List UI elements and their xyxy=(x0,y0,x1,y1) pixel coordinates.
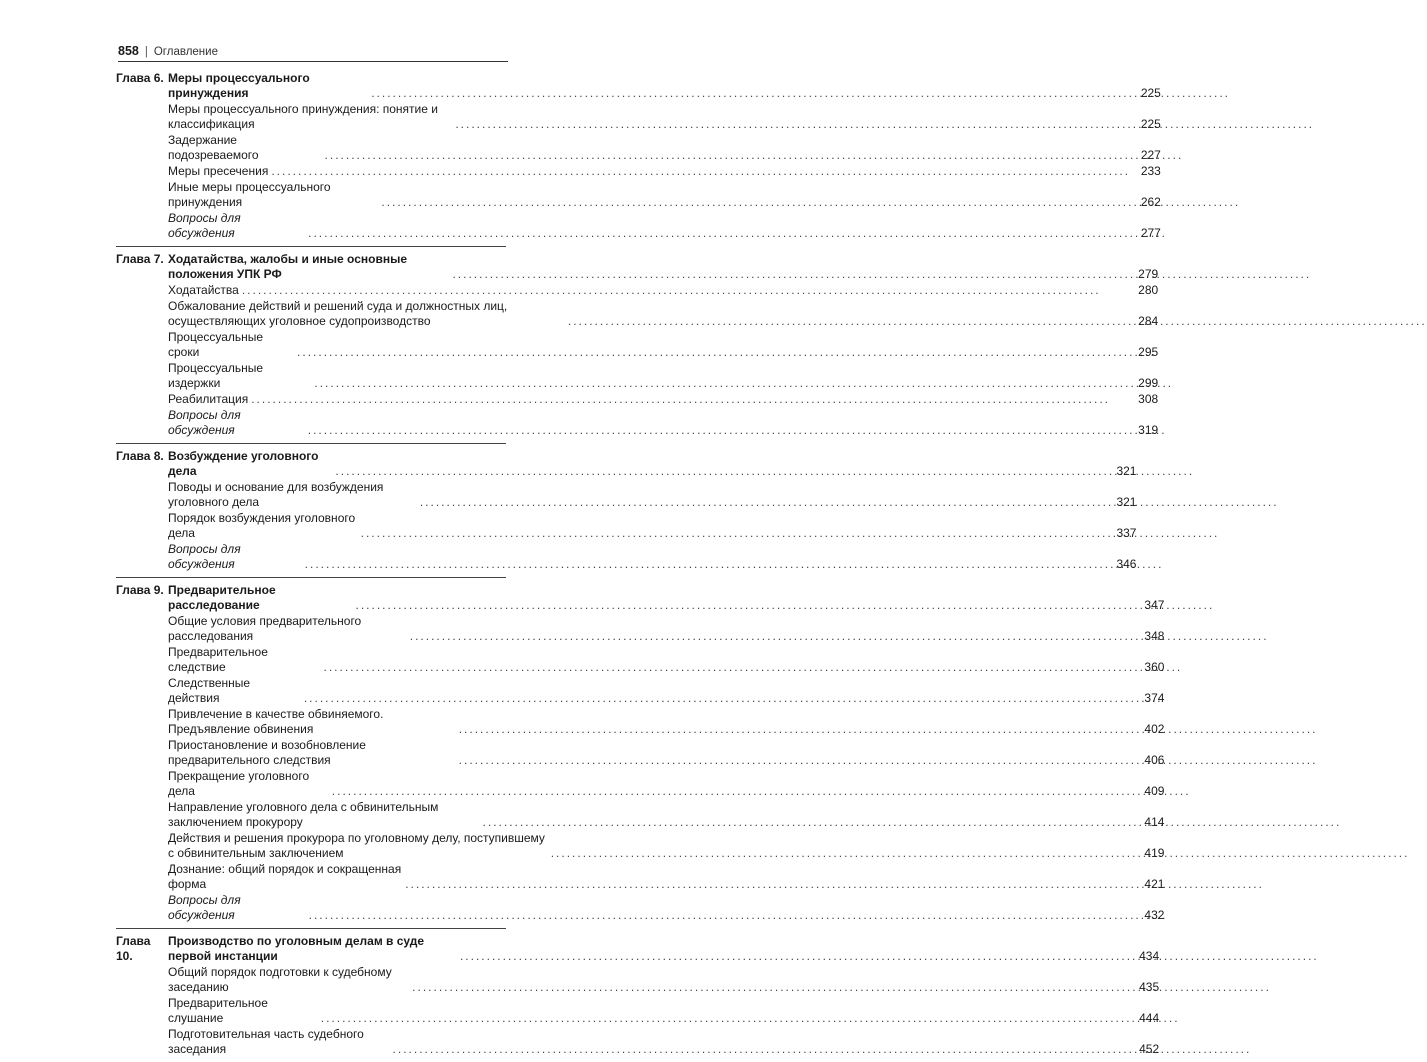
leader-dots xyxy=(308,423,1131,438)
section-entry-text: Общие условия предварительного расследования xyxy=(168,614,362,643)
section-entry[interactable] xyxy=(168,800,1164,830)
section-entry-text: Приостановление и возобновление предварительного следствия xyxy=(168,738,366,767)
chapter-title[interactable] xyxy=(168,449,1136,479)
section-entry-page: 374 xyxy=(1144,691,1165,705)
section-entry-page: 409 xyxy=(1144,784,1165,798)
discussion-questions-entry-page: 346 xyxy=(1116,557,1137,571)
section-entry-page: 321 xyxy=(1116,495,1137,509)
chapter-title-text: Производство по уголовным делам в суде первой инстанции xyxy=(168,934,425,963)
section-entry[interactable] xyxy=(168,299,1158,329)
section-entry-text: Предварительное следствие xyxy=(168,645,268,674)
leader-dots xyxy=(271,164,1134,179)
section-entry[interactable] xyxy=(168,707,1164,737)
discussion-questions-entry-page: 319 xyxy=(1138,423,1159,437)
section-entry-text: Иные меры процессуального принуждения xyxy=(168,180,331,209)
section-entry-text: Меры пресечения xyxy=(168,164,269,178)
leader-dots xyxy=(323,660,1137,675)
chapter-title-page: 321 xyxy=(1116,464,1137,478)
chapter-title-page: 225 xyxy=(1140,86,1161,100)
section-entry-page: 337 xyxy=(1116,526,1137,540)
section-entry-text: Направление уголовного дела с обвинительным заключением прокурору xyxy=(168,800,439,829)
section-entry-text: Процессуальные издержки xyxy=(168,361,264,390)
chapter-entries xyxy=(168,934,1159,1058)
section-entry-page: 348 xyxy=(1144,629,1165,643)
leader-dots xyxy=(356,598,1138,613)
section-entry[interactable] xyxy=(168,392,1158,407)
section-entry-page: 402 xyxy=(1144,722,1165,736)
chapter-title[interactable] xyxy=(168,252,1158,282)
section-entry-page: 308 xyxy=(1138,392,1159,406)
section-entry-text: Действия и решения прокурора по уголовному делу, поступившему с обвинительным заключением xyxy=(168,831,545,860)
chapter-entries xyxy=(168,71,1161,242)
section-entry[interactable] xyxy=(168,965,1159,995)
leader-dots xyxy=(309,908,1138,923)
chapter-title-page: 347 xyxy=(1144,598,1165,612)
section-entry[interactable] xyxy=(168,164,1161,179)
chapter-title-page: 279 xyxy=(1138,267,1159,281)
leader-dots xyxy=(251,392,1131,407)
discussion-questions-entry-text: Вопросы для обсуждения xyxy=(168,893,241,922)
chapter-row xyxy=(116,71,1161,242)
section-entry[interactable] xyxy=(168,676,1164,706)
section-entry-page: 227 xyxy=(1140,148,1161,162)
chapter xyxy=(116,929,1160,1062)
section-entry[interactable] xyxy=(168,480,1136,510)
leader-dots xyxy=(361,526,1110,541)
chapter xyxy=(116,66,1161,247)
section-entry[interactable] xyxy=(168,361,1158,391)
discussion-questions-entry-page: 277 xyxy=(1140,226,1161,240)
section-entry[interactable] xyxy=(168,283,1158,298)
section-entry[interactable] xyxy=(168,511,1136,541)
section-entry-page: 262 xyxy=(1140,195,1161,209)
leader-dots xyxy=(420,495,1110,510)
header-title: Оглавление xyxy=(153,46,218,58)
chapter-title[interactable] xyxy=(168,934,1159,964)
leader-dots xyxy=(314,376,1131,391)
section-entry-text: Общий порядок подготовки к судебному заседанию xyxy=(168,965,392,994)
discussion-questions-entry[interactable] xyxy=(168,542,1136,572)
discussion-questions-entry[interactable] xyxy=(168,408,1158,438)
section-entry-text: Процессуальные сроки xyxy=(168,330,264,359)
section-entry-text: Привлечение в качестве обвиняемого. Предъявление обвинения xyxy=(168,707,384,736)
section-entry[interactable] xyxy=(168,330,1158,360)
section-entry[interactable] xyxy=(168,996,1159,1026)
leader-dots xyxy=(308,226,1134,241)
leader-dots xyxy=(305,557,1110,572)
section-entry-text: Задержание подозреваемого xyxy=(168,133,259,162)
chapter xyxy=(116,578,1165,929)
chapter-label: Глава 7. xyxy=(116,252,164,266)
section-entry-page: 225 xyxy=(1140,117,1161,131)
leader-dots xyxy=(452,267,1131,282)
chapter-label: Глава 6. xyxy=(116,71,164,85)
chapter-title-page: 434 xyxy=(1139,949,1160,963)
chapter-row xyxy=(116,252,1159,439)
chapter-entries xyxy=(168,252,1158,439)
leader-dots xyxy=(297,345,1131,360)
leader-dots xyxy=(304,691,1138,706)
section-entry-text: Меры процессуального принуждения: понятие и классификация xyxy=(168,102,438,131)
section-entry-text: Поводы и основание для возбуждения уголовного дела xyxy=(168,480,384,509)
leader-dots xyxy=(412,980,1132,995)
section-entry-page: 435 xyxy=(1139,980,1160,994)
section-entry[interactable] xyxy=(168,862,1164,892)
chapter-title-text: Меры процессуального принуждения xyxy=(168,71,310,100)
table-of-contents xyxy=(116,66,1165,1062)
section-entry[interactable] xyxy=(168,102,1161,132)
section-entry[interactable] xyxy=(168,645,1164,675)
leader-dots xyxy=(242,283,1131,298)
chapter-label: Глава 10. xyxy=(116,934,151,963)
page-number: 858 xyxy=(118,44,139,58)
discussion-questions-entry-text: Вопросы для обсуждения xyxy=(168,211,241,240)
leader-dots xyxy=(381,195,1133,210)
chapter-title[interactable] xyxy=(168,71,1161,101)
section-entry-page: 444 xyxy=(1139,1011,1160,1025)
leader-dots xyxy=(321,1011,1132,1026)
chapter-row xyxy=(116,449,1137,573)
page-header xyxy=(118,40,508,62)
chapter-title-text: Ходатайства, жалобы и иные основные положения УПК РФ xyxy=(168,252,408,281)
section-entry[interactable] xyxy=(168,614,1164,644)
discussion-questions-entry-text: Вопросы для обсуждения xyxy=(168,408,241,437)
section-entry-page: 360 xyxy=(1144,660,1165,674)
section-entry-page: 295 xyxy=(1138,345,1159,359)
discussion-questions-entry[interactable] xyxy=(168,211,1161,241)
leader-dots xyxy=(405,877,1137,892)
section-entry[interactable] xyxy=(168,133,1161,163)
leader-dots xyxy=(410,629,1138,644)
leader-dots xyxy=(335,464,1109,479)
section-entry-text: Следственные действия xyxy=(168,676,251,705)
section-entry-text: Порядок возбуждения уголовного дела xyxy=(168,511,356,540)
section-entry-page: 280 xyxy=(1138,283,1159,297)
leader-dots xyxy=(483,815,1138,830)
section-entry-text: Ходатайства xyxy=(168,283,239,297)
section-entry-page: 414 xyxy=(1144,815,1165,829)
section-entry-text: Дознание: общий порядок и сокращенная форма xyxy=(168,862,402,891)
section-entry-text: Предварительное слушание xyxy=(168,996,268,1025)
section-entry[interactable] xyxy=(168,769,1164,799)
section-entry-page: 406 xyxy=(1144,753,1165,767)
section-entry[interactable] xyxy=(168,1027,1159,1057)
discussion-questions-entry-text: Вопросы для обсуждения xyxy=(168,542,241,571)
chapter-title-text: Возбуждение уголовного дела xyxy=(168,449,319,478)
section-entry-page: 284 xyxy=(1138,314,1159,328)
section-entry-text: Прекращение уголовного дела xyxy=(168,769,310,798)
leader-dots xyxy=(460,949,1132,964)
chapter xyxy=(116,247,1159,444)
section-entry-page: 421 xyxy=(1144,877,1165,891)
section-entry[interactable] xyxy=(168,738,1164,768)
leader-dots xyxy=(459,722,1138,737)
header-separator: | xyxy=(144,46,148,58)
chapter-label: Глава 9. xyxy=(116,583,164,597)
discussion-questions-entry[interactable] xyxy=(168,893,1164,923)
leader-dots xyxy=(459,753,1138,768)
section-entry[interactable] xyxy=(168,180,1161,210)
leader-dots xyxy=(551,846,1138,861)
section-entry-page: 233 xyxy=(1140,164,1161,178)
chapter-entries xyxy=(168,583,1164,924)
leader-dots xyxy=(332,784,1138,799)
chapter-row xyxy=(116,934,1160,1058)
chapter-title[interactable] xyxy=(168,583,1164,613)
section-entry[interactable] xyxy=(168,831,1164,861)
section-entry-text: Реабилитация xyxy=(168,392,249,406)
section-entry-page: 419 xyxy=(1144,846,1165,860)
leader-dots xyxy=(455,117,1134,132)
leader-dots xyxy=(568,314,1131,329)
chapter-row xyxy=(116,583,1165,924)
chapter-entries xyxy=(168,449,1136,573)
chapter-label: Глава 8. xyxy=(116,449,164,463)
section-entry-page: 452 xyxy=(1139,1042,1160,1056)
section-entry-text: Подготовительная часть судебного заседания xyxy=(168,1027,364,1056)
section-entry-page: 299 xyxy=(1138,376,1159,390)
leader-dots xyxy=(393,1042,1133,1057)
section-entry-text: Обжалование действий и решений суда и должностных лиц, осуществляющих уголовное судопроизводство xyxy=(168,299,508,328)
chapter-title-text: Предварительное расследование xyxy=(168,583,276,612)
leader-dots xyxy=(371,86,1134,101)
chapter xyxy=(116,444,1137,578)
leader-dots xyxy=(325,148,1134,163)
discussion-questions-entry-page: 432 xyxy=(1144,908,1165,922)
